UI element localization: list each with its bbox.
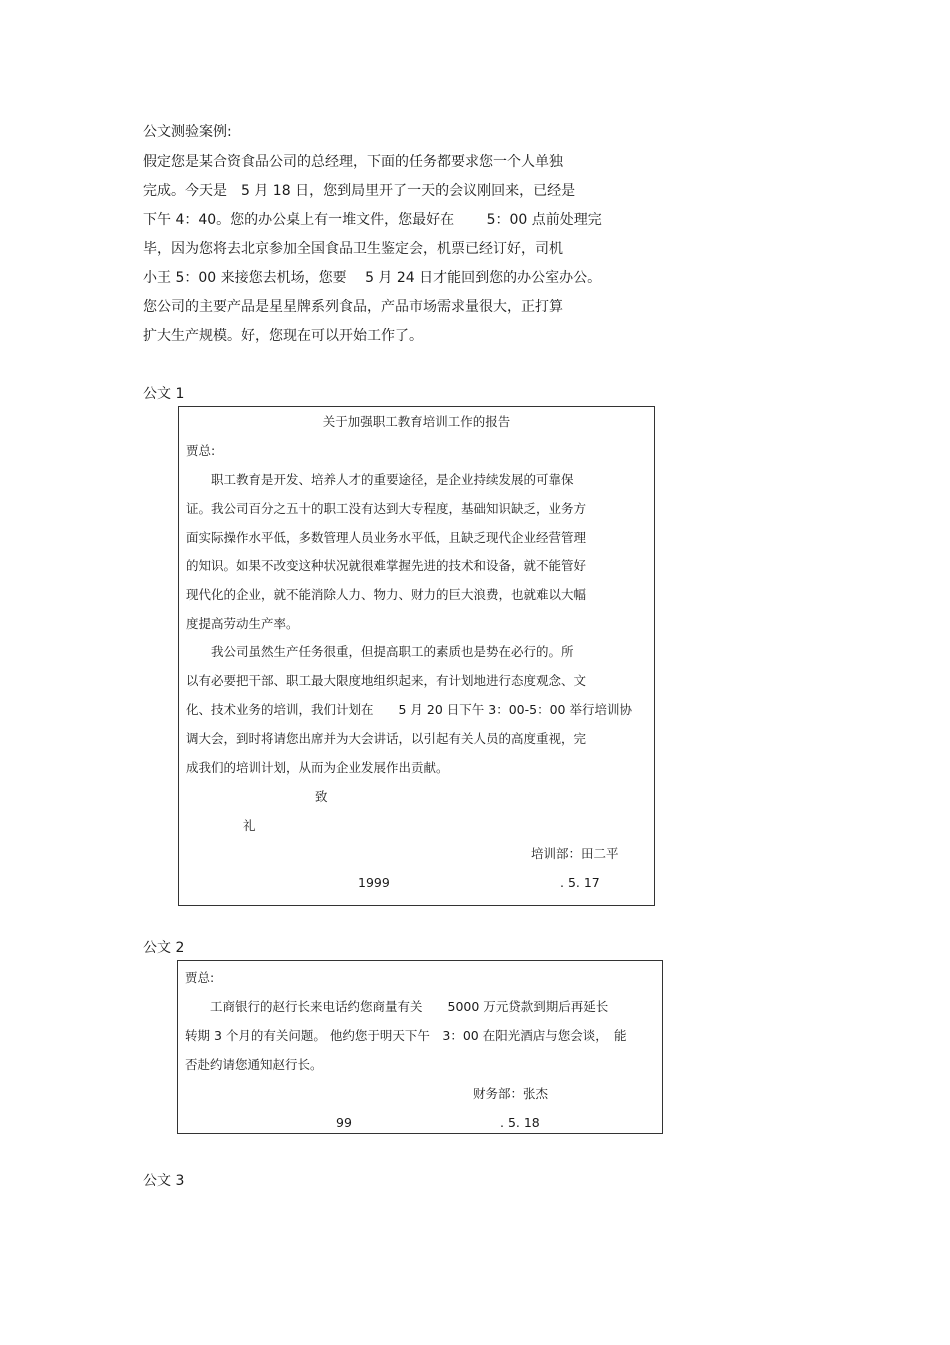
doc1-date-md: . 5. 17 — [560, 875, 600, 890]
intro-line: 下午 4：40。您的办公桌上有一堆文件，您最好在 5：00 点前处理完 — [143, 212, 602, 228]
doc1-body-line: 调大会，到时将请您出席并为大会讲话，以引起有关人员的高度重视，完 — [186, 731, 587, 746]
doc2-box — [177, 960, 663, 1134]
doc1-body-line: 面实际操作水平低，多数管理人员业务水平低，且缺乏现代企业经营管理 — [186, 530, 587, 545]
doc1-body-line: 证。我公司百分之五十的职工没有达到大专程度，基础知识缺乏，业务方 — [186, 501, 587, 516]
doc1-body-line: 我公司虽然生产任务很重，但提高职工的素质也是势在必行的。所 — [186, 644, 574, 659]
doc3-label: 公文 3 — [143, 1173, 185, 1189]
doc2-body-line: 工商银行的赵行长来电话约您商量有关 5000 万元贷款到期后再延长 — [185, 999, 609, 1014]
doc1-closing-li: 礼 — [243, 818, 256, 833]
doc1-date-year: 1999 — [358, 875, 390, 890]
intro-line: 扩大生产规模。好，您现在可以开始工作了。 — [143, 328, 423, 344]
doc1-body-line: 现代化的企业，就不能消除人力、物力、财力的巨大浪费，也就难以大幅 — [186, 587, 587, 602]
intro-heading: 公文测验案例: — [143, 124, 232, 140]
doc2-body-line: 否赴约请您通知赵行长。 — [185, 1057, 323, 1072]
doc1-body-line: 以有必要把干部、职工最大限度地组织起来，有计划地进行态度观念、文 — [186, 673, 587, 688]
doc1-box — [178, 406, 655, 906]
doc2-date-md: . 5. 18 — [500, 1115, 540, 1130]
doc1-body-line: 职工教育是开发、培养人才的重要途径，是企业持续发展的可靠保 — [186, 472, 574, 487]
doc1-salutation: 贾总: — [186, 443, 216, 458]
doc2-body-line: 转期 3 个月的有关问题。 他约您于明天下午 3：00 在阳光酒店与您会谈， 能 — [185, 1028, 627, 1043]
intro-line: 小王 5：00 来接您去机场，您要 5 月 24 日才能回到您的办公室办公。 — [143, 270, 602, 286]
doc1-sender: 培训部：田二平 — [531, 846, 619, 861]
doc1-body-line: 化、技术业务的培训，我们计划在 5 月 20 日下午 3：00-5：00 举行培训协 — [186, 702, 632, 717]
doc2-label: 公文 2 — [143, 940, 185, 956]
doc1-title: 关于加强职工教育培训工作的报告 — [322, 414, 511, 429]
doc2-sender: 财务部：张杰 — [473, 1086, 549, 1101]
doc1-body-line: 的知识。如果不改变这种状况就很难掌握先进的技术和设备，就不能管好 — [186, 558, 587, 573]
doc2-salutation: 贾总: — [185, 970, 215, 985]
intro-line: 您公司的主要产品是星星牌系列食品，产品市场需求量很大，正打算 — [143, 299, 563, 315]
doc1-body-line: 成我们的培训计划，从而为企业发展作出贡献。 — [186, 760, 449, 775]
intro-line: 假定您是某合资食品公司的总经理，下面的任务都要求您一个人单独 — [143, 154, 563, 170]
doc1-body-line: 度提高劳动生产率。 — [186, 616, 299, 631]
doc1-label: 公文 1 — [143, 386, 185, 402]
intro-line: 完成。今天是 5 月 18 日，您到局里开了一天的会议刚回来，已经是 — [143, 183, 576, 199]
intro-line: 毕，因为您将去北京参加全国食品卫生鉴定会，机票已经订好，司机 — [143, 241, 563, 257]
doc2-date-year: 99 — [336, 1115, 352, 1130]
doc1-closing-zhi: 致 — [315, 789, 328, 804]
